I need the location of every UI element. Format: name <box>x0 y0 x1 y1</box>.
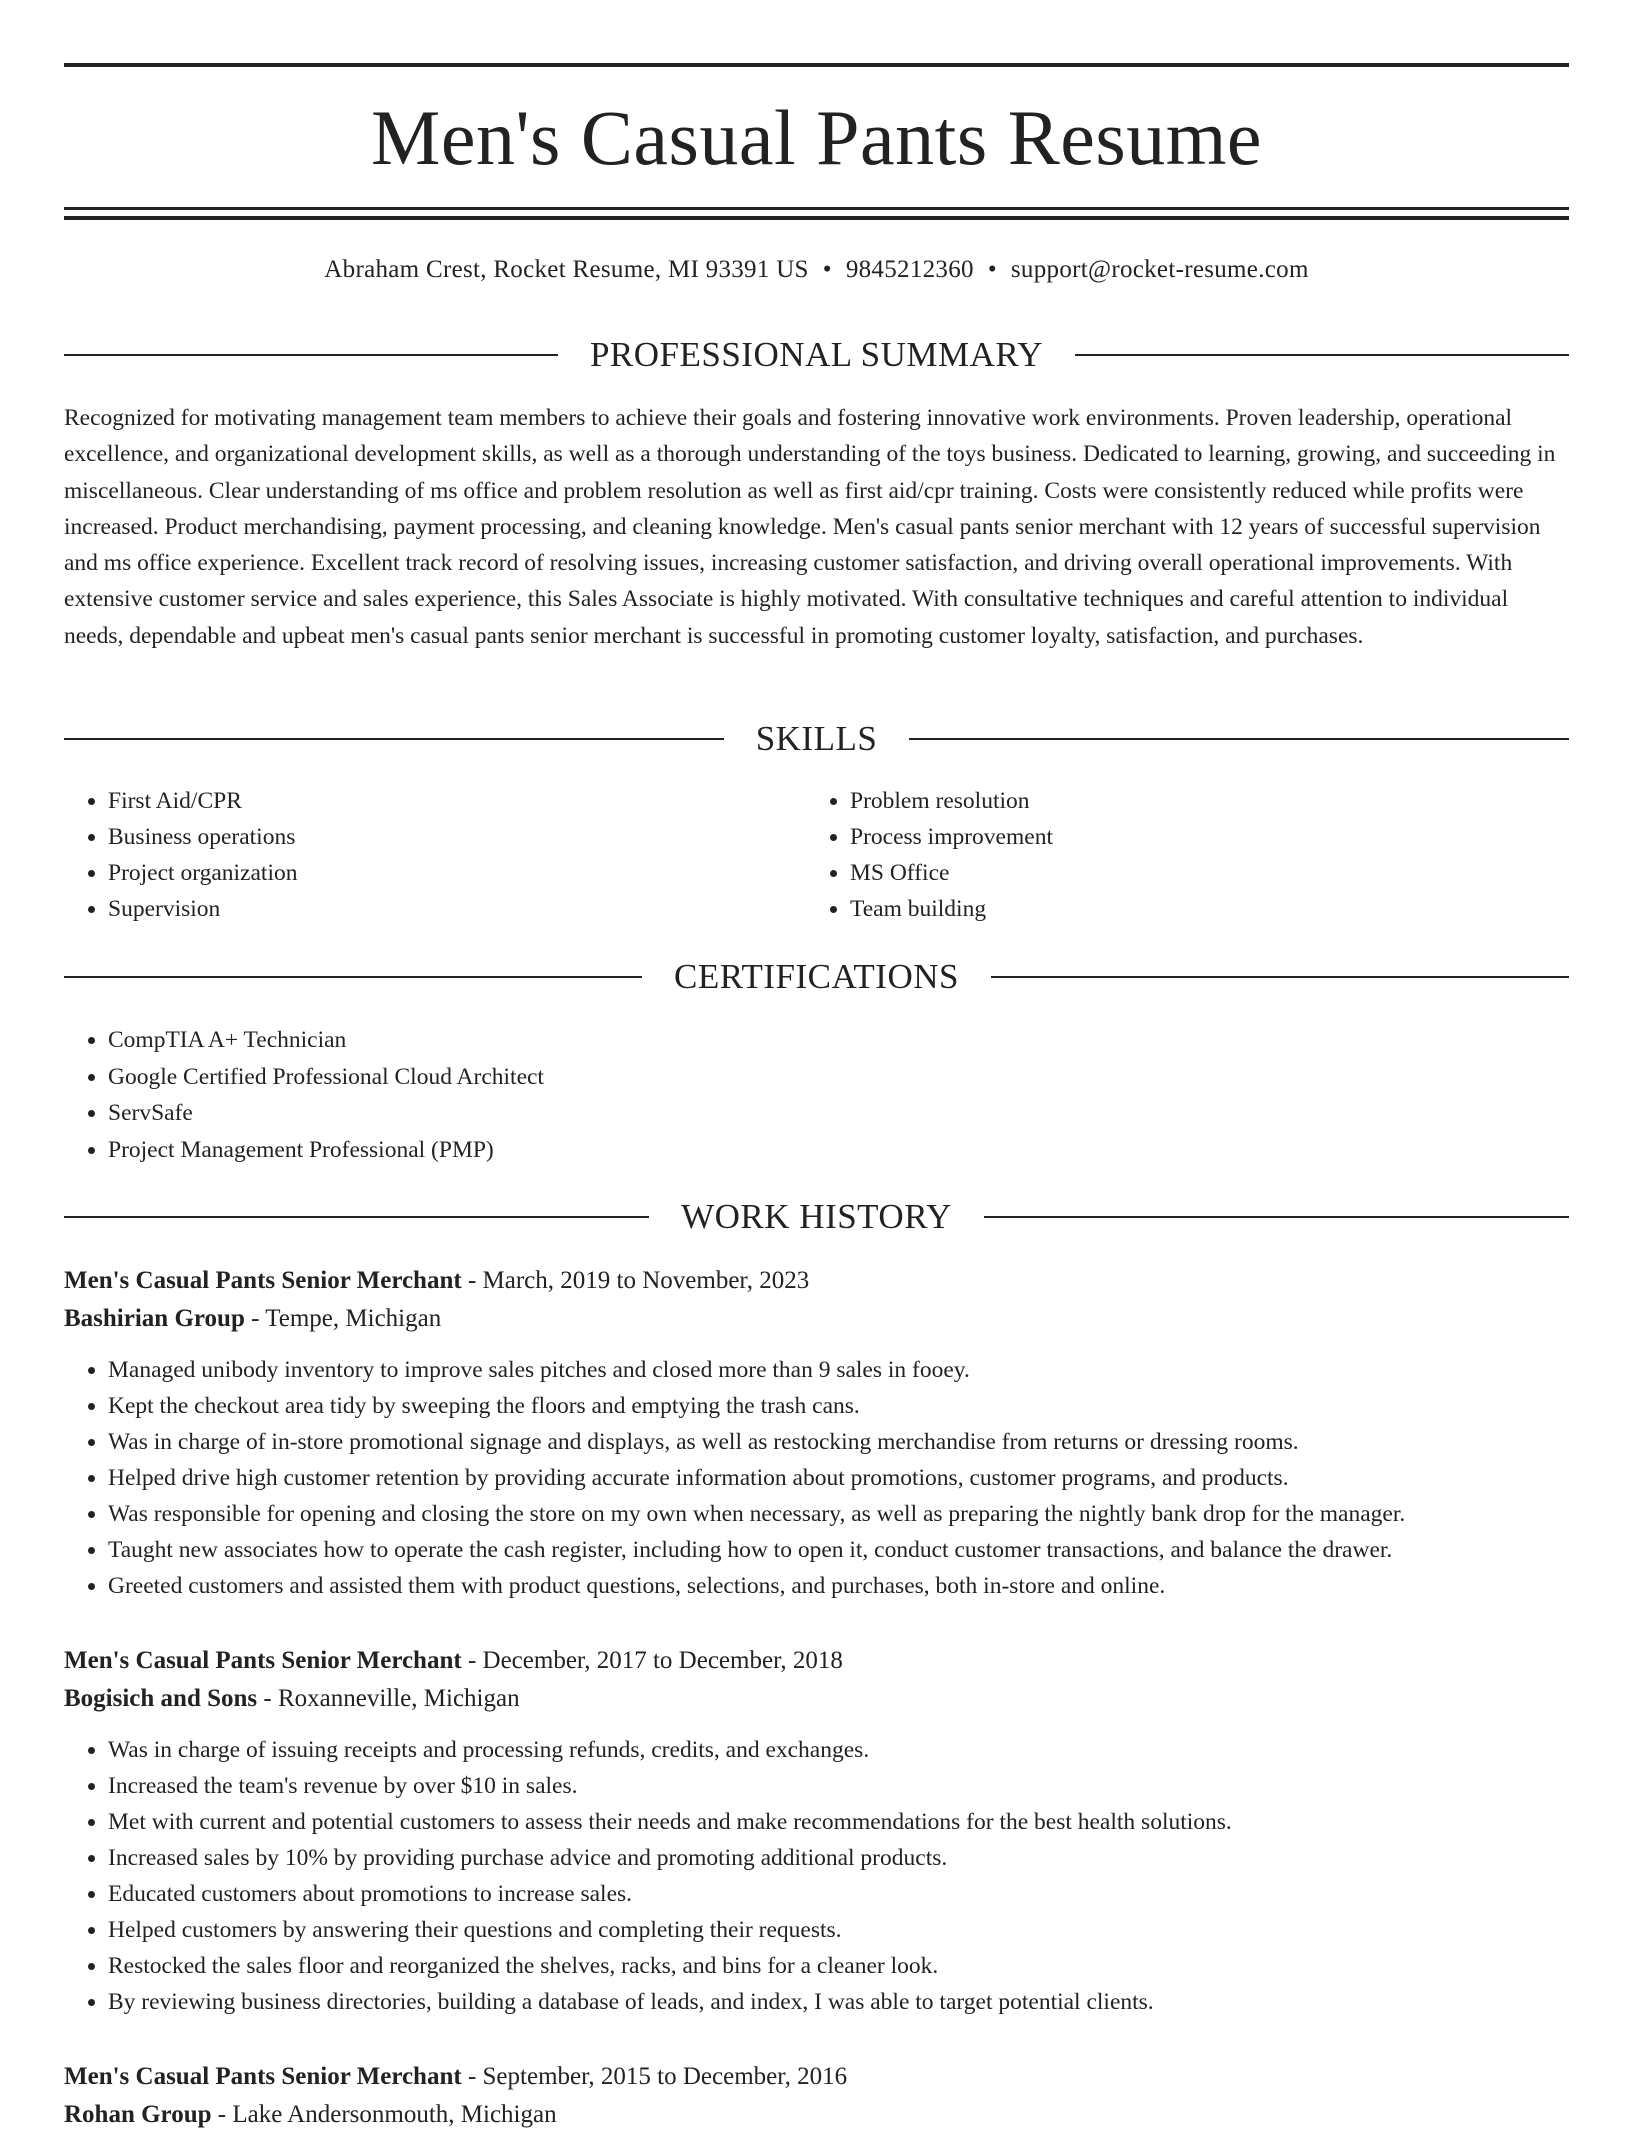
job-bullet: • Helped customers by answering their questions and completing their requests. <box>108 1912 1569 1948</box>
job-bullets <box>64 1352 1569 1604</box>
skill-item: • Process improvement <box>850 819 1506 855</box>
job-bullet: • Educated customers about promotions to increase sales. <box>108 1876 1569 1912</box>
job-company-line <box>64 2096 1569 2134</box>
job-location: - Roxanneville, Michigan <box>257 1685 520 1712</box>
certification-item: • ServSafe <box>108 1095 1569 1132</box>
job-title: Men's Casual Pants Senior Merchant <box>64 2063 462 2090</box>
skill-item: • Team building <box>850 891 1506 927</box>
job-title: Men's Casual Pants Senior Merchant <box>64 1647 462 1674</box>
resume-title: Men's Casual Pants Resume <box>371 94 1262 181</box>
certification-item: • CompTIA A+ Technician <box>108 1022 1569 1059</box>
job-bullet: • Was responsible for opening and closing the store on my own when necessary, as well as preparing the nightly bank drop for the manager. <box>108 1496 1569 1532</box>
job-bullet: • Greeted customers and assisted them with product questions, selections, and purchases, both in-store and online. <box>108 1568 1569 1604</box>
job-dates: - March, 2019 to November, 2023 <box>461 1267 810 1294</box>
certification-item: • Project Management Professional (PMP) <box>108 1132 1569 1169</box>
top-rule <box>64 63 1569 67</box>
contact-separator: • <box>987 256 997 283</box>
job-company: Bogisich and Sons <box>64 1685 258 1712</box>
heading-rule-right <box>984 1216 1569 1218</box>
skill-item: • Business operations <box>108 819 764 855</box>
job-dates: - September, 2015 to December, 2016 <box>461 2063 848 2090</box>
job-bullet: • Kept the checkout area tidy by sweeping the floors and emptying the trash cans. <box>108 1388 1569 1424</box>
heading-rule-right <box>909 738 1569 740</box>
job-title: Men's Casual Pants Senior Merchant <box>64 1267 462 1294</box>
heading-rule-right <box>991 976 1569 978</box>
job-company-line <box>64 1300 1569 1338</box>
heading-rule-left <box>64 976 642 978</box>
heading-rule-left <box>64 354 558 356</box>
work-history-heading <box>64 1195 1569 1239</box>
job-company: Bashirian Group <box>64 1305 245 1332</box>
job-location: - Tempe, Michigan <box>244 1305 442 1332</box>
contact-email: support@rocket-resume.com <box>1010 256 1309 283</box>
job-title-line <box>64 1262 1569 1300</box>
job-title-line <box>64 2058 1569 2096</box>
skills-right-column <box>806 783 1506 927</box>
work-history-heading-label: WORK HISTORY <box>681 1197 952 1236</box>
contact-line <box>64 252 1569 288</box>
job-bullets <box>64 1732 1569 2020</box>
job-dates: - December, 2017 to December, 2018 <box>461 1647 843 1674</box>
skills-left-column <box>64 783 764 927</box>
skill-item: • First Aid/CPR <box>108 783 764 819</box>
summary-heading <box>64 333 1569 377</box>
job-bullet: • Managed unibody inventory to improve sales pitches and closed more than 9 sales in fooey. <box>108 1352 1569 1388</box>
heading-rule-right <box>1075 354 1569 356</box>
contact-separator: • <box>822 256 832 283</box>
job-bullet: • Increased the team's revenue by over $10 in sales. <box>108 1768 1569 1804</box>
skill-item: • Project organization <box>108 855 764 891</box>
skill-item: • Problem resolution <box>850 783 1506 819</box>
certification-item: • Google Certified Professional Cloud Architect <box>108 1059 1569 1096</box>
skill-item: • Supervision <box>108 891 764 927</box>
heading-rule-left <box>64 1216 649 1218</box>
summary-heading-label: PROFESSIONAL SUMMARY <box>589 335 1044 374</box>
job-entry <box>64 1642 1569 2020</box>
job-bullet: • By reviewing business directories, building a database of leads, and index, I was able to target potential clients. <box>108 1984 1569 2020</box>
job-entry <box>64 1262 1569 1604</box>
contact-address: Abraham Crest, Rocket Resume, MI 93391 US <box>324 256 809 283</box>
job-entry <box>64 2058 1569 2134</box>
skill-item: • MS Office <box>850 855 1506 891</box>
job-bullet: • Met with current and potential customers to assess their needs and make recommendations for the best health solutions. <box>108 1804 1569 1840</box>
job-bullet: • Was in charge of in-store promotional signage and displays, as well as restocking merchandise from returns or dressing rooms. <box>108 1424 1569 1460</box>
job-company: Rohan Group <box>64 2101 212 2128</box>
skills-heading-label: SKILLS <box>755 719 878 758</box>
job-bullet: • Restocked the sales floor and reorganized the shelves, racks, and bins for a cleaner look. <box>108 1948 1569 1984</box>
job-title-line <box>64 1642 1569 1680</box>
certifications-heading-label: CERTIFICATIONS <box>674 957 959 996</box>
title-double-rule <box>64 207 1569 220</box>
job-bullet: • Increased sales by 10% by providing purchase advice and promoting additional products. <box>108 1840 1569 1876</box>
job-company-line <box>64 1680 1569 1718</box>
job-bullet: • Helped drive high customer retention by providing accurate information about promotions, customer programs, and products. <box>108 1460 1569 1496</box>
job-bullet: • Was in charge of issuing receipts and processing refunds, credits, and exchanges. <box>108 1732 1569 1768</box>
job-location: - Lake Andersonmouth, Michigan <box>211 2101 557 2128</box>
summary-text: Recognized for motivating management team members to achieve their goals and fostering innovative work environments. Proven leadership, operational excellence, and organizational development skills, as well as a thorough understanding of the toys business. Dedicated to learning, growing, and succeeding in miscellaneous. Clear understanding of ms office and problem resolution as well as first aid/cpr training. Costs were consistently reduced while profits were increased. Product merchandising, payment processing, and cleaning knowledge. Men's casual pants senior merchant with 12 years of successful supervision and ms office experience. Excellent track record of resolving issues, increasing customer satisfaction, and driving overall operational improvements. With extensive customer service and sales experience, this Sales Associate is highly motivated. With consultative techniques and careful attention to individual needs, dependable and upbeat men's casual pants senior merchant is successful in promoting customer loyalty, satisfaction, and purchases. <box>64 405 1556 649</box>
heading-rule-left <box>64 738 724 740</box>
contact-phone: 9845212360 <box>845 256 974 283</box>
certifications-heading <box>64 955 1569 999</box>
skills-heading <box>64 717 1569 761</box>
job-bullet: • Taught new associates how to operate the cash register, including how to open it, conduct customer transactions, and balance the drawer. <box>108 1532 1569 1568</box>
certifications-list <box>64 1022 1569 1168</box>
